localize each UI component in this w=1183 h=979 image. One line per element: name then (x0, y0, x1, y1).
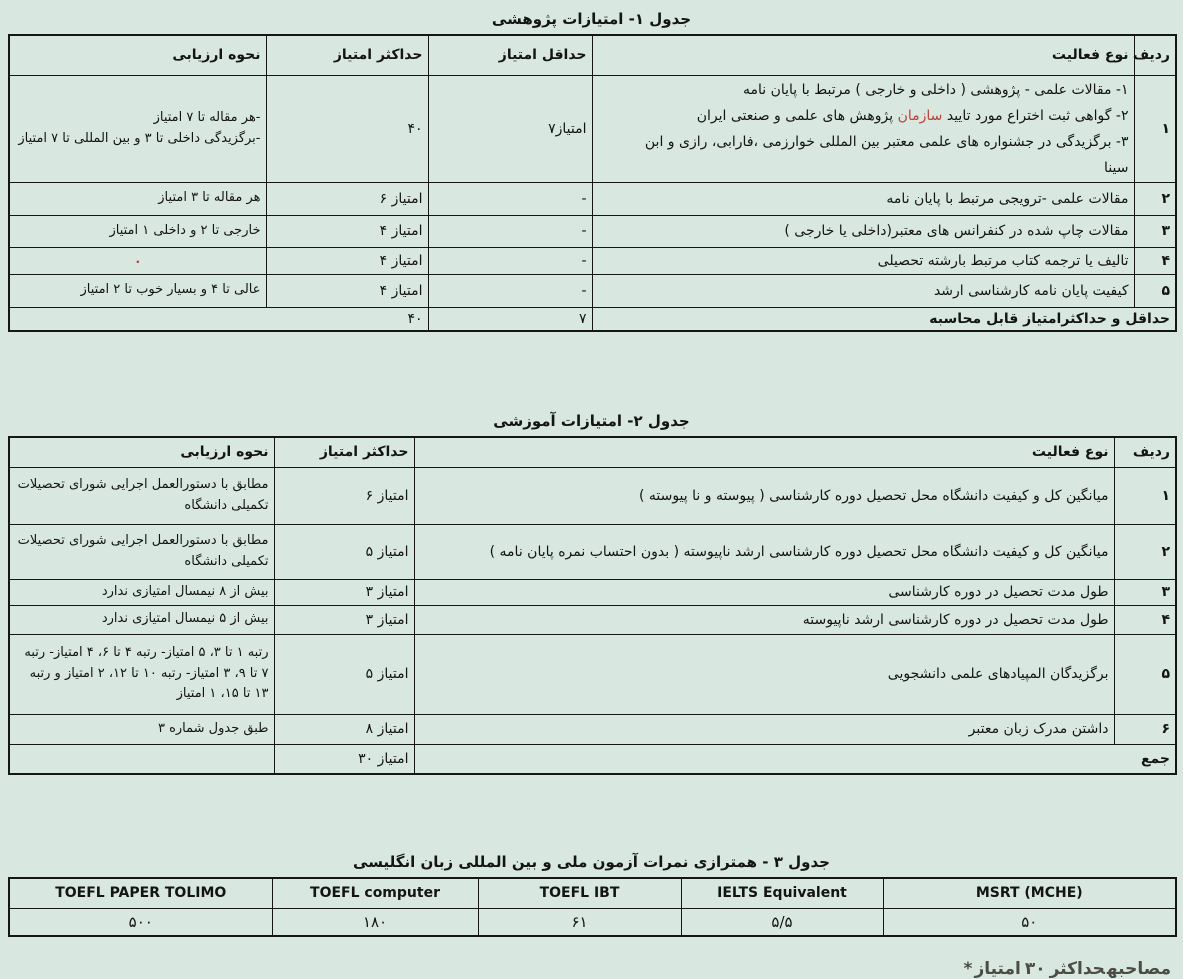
cell-method: هر مقاله تا ۳ امتیاز (9, 182, 266, 215)
footer-max-total: ۴۰ (9, 307, 428, 331)
table-row (9, 908, 1176, 936)
cell-method: مطابق با دستورالعمل اجرایی شورای تحصیلات تکمیلی دانشگاه (9, 467, 274, 524)
table-row (9, 524, 1176, 579)
cell-max-points: ۵ امتیاز (274, 634, 414, 714)
highlighted-word: سازمان (897, 107, 943, 124)
cell-method: بیش از ۵ نیمسال امتیازی ندارد (9, 605, 274, 634)
header-max-points: حداکثر امتیاز (274, 437, 414, 467)
header-ielts-equivalent: IELTS Equivalent (681, 878, 883, 908)
row-number: ۵ (1114, 634, 1176, 714)
activity-line: سینا (1104, 159, 1129, 176)
footer-label: جمع (414, 744, 1176, 774)
activity-line: ۱- مقالات علمی - پژوهشی ( داخلی و خارجی ) مرتبط با پایان نامه (742, 81, 1129, 98)
score-msrt-mche: ۵۰ (883, 908, 1176, 936)
cell-method: بیش از ۸ نیمسال امتیازی ندارد (9, 579, 274, 605)
table3-language-equivalency (8, 877, 1177, 937)
footnote-word: امتیاز (974, 959, 1021, 979)
cell-method (9, 247, 266, 274)
table-header-row (9, 35, 1176, 75)
table-row (9, 467, 1176, 524)
cell-activity: طول مدت تحصیل در دوره کارشناسی (414, 579, 1114, 605)
header-msrt-mche: MSRT (MCHE) (883, 878, 1176, 908)
row-number: ۲ (1134, 182, 1176, 215)
cell-activity: میانگین کل و کیفیت دانشگاه محل تحصیل دوره کارشناسی ( پیوسته و نا پیوسته ) (414, 467, 1114, 524)
row-number: ۲ (1114, 524, 1176, 579)
footnote-word: ۳۰ (1024, 959, 1046, 979)
interview-footnote (10, 959, 1173, 979)
table1-research-points (8, 34, 1177, 332)
cell-activity: مقالات چاپ شده در کنفرانس های معتبر(داخلی یا خارجی ) (592, 215, 1134, 247)
cell-activity (592, 75, 1134, 182)
activity-line: ۲- گواهی ثبت اختراع مورد تایید سازمان پژوهش های علمی و صنعتی ایران (696, 107, 1129, 124)
cell-method: رتبه ۱ تا ۳، ۵ امتیاز- رتبه ۴ تا ۶، ۴ امتیاز- رتبه ۷ تا ۹، ۳ امتیاز- رتبه ۱۰ تا ۱۲، ۲ امتیاز و رتبه ۱۳ تا ۱۵، ۱ امتیاز (9, 634, 274, 714)
cell-activity: داشتن مدرک زبان معتبر (414, 714, 1114, 744)
table-row (9, 75, 1176, 182)
cell-method: طبق جدول شماره ۳ (9, 714, 274, 744)
table-row (9, 605, 1176, 634)
table-row (9, 634, 1176, 714)
cell-max-points: ۳ امتیاز (274, 579, 414, 605)
header-activity: نوع فعالیت (414, 437, 1114, 467)
header-radif: ردیف (1114, 437, 1176, 467)
cell-min-points: - (428, 215, 592, 247)
header-min-points: حداقل امتیاز (428, 35, 592, 75)
cell-activity: طول مدت تحصیل در دوره کارشناسی ارشد ناپیوسته (414, 605, 1114, 634)
score-ielts-equivalent: ۵/۵ (681, 908, 883, 936)
table-row (9, 714, 1176, 744)
footer-max-total: ۳۰ امتیاز (274, 744, 414, 774)
table2-education-points (8, 436, 1177, 775)
cell-min-points: - (428, 182, 592, 215)
footer-label: حداقل و حداکثرامتیاز قابل محاسبه (592, 307, 1176, 331)
table-header-row (9, 878, 1176, 908)
cell-activity: تالیف یا ترجمه کتاب مرتبط بارشته تحصیلی (592, 247, 1134, 274)
row-number: ۵ (1134, 274, 1176, 307)
table3-title: جدول ۳ - همترازی نمرات آزمون ملی و بین المللی زبان انگلیسی (353, 853, 830, 871)
cell-activity: کیفیت پایان نامه کارشناسی ارشد (592, 274, 1134, 307)
row-number: ۱ (1134, 75, 1176, 182)
cell-max-points: ۳ امتیاز (274, 605, 414, 634)
cell-activity: برگزیدگان المپیادهای علمی دانشجویی (414, 634, 1114, 714)
cell-max-points: ۸ امتیاز (274, 714, 414, 744)
row-number: ۴ (1114, 605, 1176, 634)
table-row (9, 579, 1176, 605)
footnote-word: حداکثر (1049, 959, 1105, 979)
cell-max-points: ۴ امتیاز (266, 215, 428, 247)
header-toefl-ibt: TOEFL IBT (478, 878, 681, 908)
header-max-points: حداکثر امتیاز (266, 35, 428, 75)
cell-max-points: ۶ امتیاز (274, 467, 414, 524)
score-toefl-ibt: ۶۱ (478, 908, 681, 936)
activity-line: ۳- برگزیدگی در جشنواره های علمی معتبر بین المللی خوارزمی ،فارابی، رازی و ابن (644, 133, 1129, 150)
table1-title: جدول ۱- امتیازات پژوهشی (491, 10, 692, 28)
header-toefl-computer: TOEFL computer (272, 878, 478, 908)
cell-method: عالی تا ۴ و بسیار خوب تا ۲ امتیاز (9, 274, 266, 307)
cell-method: -هر مقاله تا ۷ امتیاز -برگزیدگی داخلی تا ۳ و بین المللی تا ۷ امتیاز (9, 75, 266, 182)
table-row (9, 182, 1176, 215)
cell-min-points: ۷امتیاز (428, 75, 592, 182)
cell-max-points: ۵ امتیاز (274, 524, 414, 579)
cell-max-points: ۴۰ (266, 75, 428, 182)
table-footer-row (9, 744, 1176, 774)
footer-min-total: ۷ (428, 307, 592, 331)
table-footer-row (9, 307, 1176, 331)
row-number: ۳ (1114, 579, 1176, 605)
row-number: ۳ (1134, 215, 1176, 247)
cell-method: مطابق با دستورالعمل اجرایی شورای تحصیلات تکمیلی دانشگاه (9, 524, 274, 579)
header-activity: نوع فعالیت (592, 35, 1134, 75)
header-toefl-paper-tolimo: TOEFL PAPER TOLIMO (9, 878, 272, 908)
header-method: نحوه ارزیابی (9, 35, 266, 75)
cell-activity: میانگین کل و کیفیت دانشگاه محل تحصیل دوره کارشناسی ارشد ناپیوسته ( بدون احتساب نمره پایان نامه ) (414, 524, 1114, 579)
header-method: نحوه ارزیابی (9, 437, 274, 467)
table-row (9, 247, 1176, 274)
score-toefl-computer: ۱۸۰ (272, 908, 478, 936)
table-header-row (9, 437, 1176, 467)
red-dot-mark: . (135, 252, 141, 267)
row-number: ۱ (1114, 467, 1176, 524)
score-toefl-paper-tolimo: ۵۰۰ (9, 908, 272, 936)
cell-max-points: ۶ امتیاز (266, 182, 428, 215)
row-number: ۶ (1114, 714, 1176, 744)
cell-max-points: ۴ امتیاز (266, 274, 428, 307)
footer-empty-cell (9, 744, 274, 774)
table-row (9, 274, 1176, 307)
footnote-word: *مصاحبه (963, 959, 1171, 979)
cell-max-points: ۴ امتیاز (266, 247, 428, 274)
table-row (9, 215, 1176, 247)
header-radif: ردیف (1134, 35, 1176, 75)
cell-method: خارجی تا ۲ و داخلی ۱ امتیاز (9, 215, 266, 247)
cell-min-points: - (428, 247, 592, 274)
table2-title: جدول ۲- امتیازات آموزشی (493, 412, 690, 430)
cell-min-points: - (428, 274, 592, 307)
row-number: ۴ (1134, 247, 1176, 274)
cell-activity: مقالات علمی -ترویجی مرتبط با پایان نامه (592, 182, 1134, 215)
